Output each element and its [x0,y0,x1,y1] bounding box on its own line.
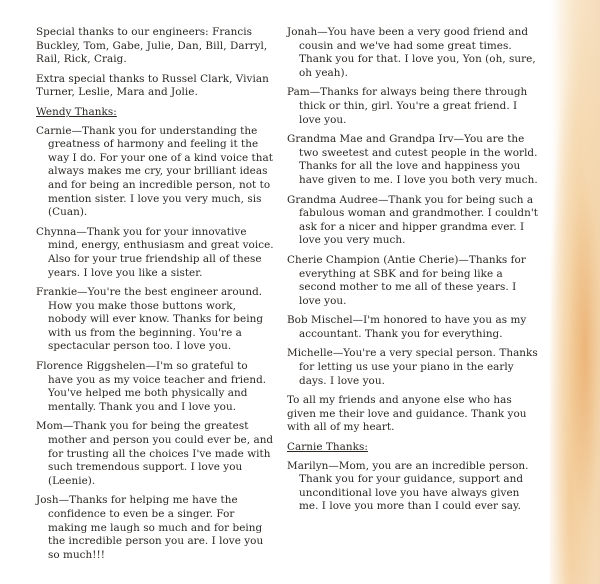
thanks-entry: Marilyn—Mom, you are an incredible person. Thank you for your guidance, support and unconditional love you have always given me. I love you more than I could ever say. [287,459,529,513]
thanks-entry: Mom—Thank you for being the greatest mother and person you could ever be, and for trusting all the choices I've made with such tremendous support. I love you (Leenie). [36,420,274,487]
thanks-entry: Michelle—You're a very special person. Thanks for letting us use your piano in the early days. I love you. [287,347,538,387]
left-column [36,26,274,568]
section-heading-carnie: Carnie Thanks: [287,441,368,454]
thanks-entry: Chynna—Thank you for your innovative mind, energy, enthusiasm and great voice. Also for your true friendship all of these years. I love you like a sister. [36,225,274,279]
right-column [287,26,539,520]
thanks-entry: Carnie—Thank you for understanding the greatness of harmony and feeling it the way I do. For your one of a kind voice that always makes me cry, your brilliant ideas and for being an incredible person, not to mention sister. I love you very much, sis (Cuan). [36,124,273,219]
thanks-entry: Florence Riggshelen—I'm so grateful to have you as my voice teacher and friend. You've helped me both physically and mentally. Thank you and I love you. [36,360,267,413]
thanks-entry: Grandma Audree—Thank you for being such a fabulous woman and grandmother. I couldn't ask for a nicer and hipper grandma ever. I love you very much. [287,193,539,247]
thanks-entry: Josh—Thanks for helping me have the confidence to even be a singer. For making me laugh so much and for being the incredible person you are. I love you so much!!! [36,494,264,561]
extra-thanks: Extra special thanks to Russel Clark, Vivian Turner, Leslie, Mara and Jolie. [36,72,269,99]
thanks-entry: Pam—Thanks for always being there through thick or thin, girl. You're a great friend. I love you. [287,86,528,126]
thanks-entry: Jonah—You have been a very good friend and cousin and we've had some great times. Thank you for that. I love you, Yon (oh, sure, oh yeah). [287,26,536,79]
thanks-entry: Bob Mischel—I'm honored to have you as my accountant. Thank you for everything. [287,314,527,340]
thanks-entry: Cherie Champion (Antie Cherie)—Thanks for everything at SBK and for being like a second mother to me all of these years. I love you. [287,253,526,307]
engineers-thanks: Special thanks to our engineers: Francis Buckley, Tom, Gabe, Julie, Dan, Bill, Darryl, Rail, Rick, Craig. [36,26,268,66]
thanks-entry: Frankie—You're the best engineer around. How you make those buttons work, nobody will ever know. Thanks for being with us from the beginning. You're a spectacular person too. I love you. [36,286,264,353]
thanks-entry: To all my friends and anyone else who has given me their love and guidance. Thank you with all of my heart. [287,394,527,434]
decorative-art-strip [550,0,600,584]
section-heading-wendy: Wendy Thanks: [36,105,117,118]
thanks-entry: Grandma Mae and Grandpa Irv—You are the two sweetest and cutest people in the world. Thanks for all the love and happiness you have given to me. I love you both very much. [287,133,538,186]
